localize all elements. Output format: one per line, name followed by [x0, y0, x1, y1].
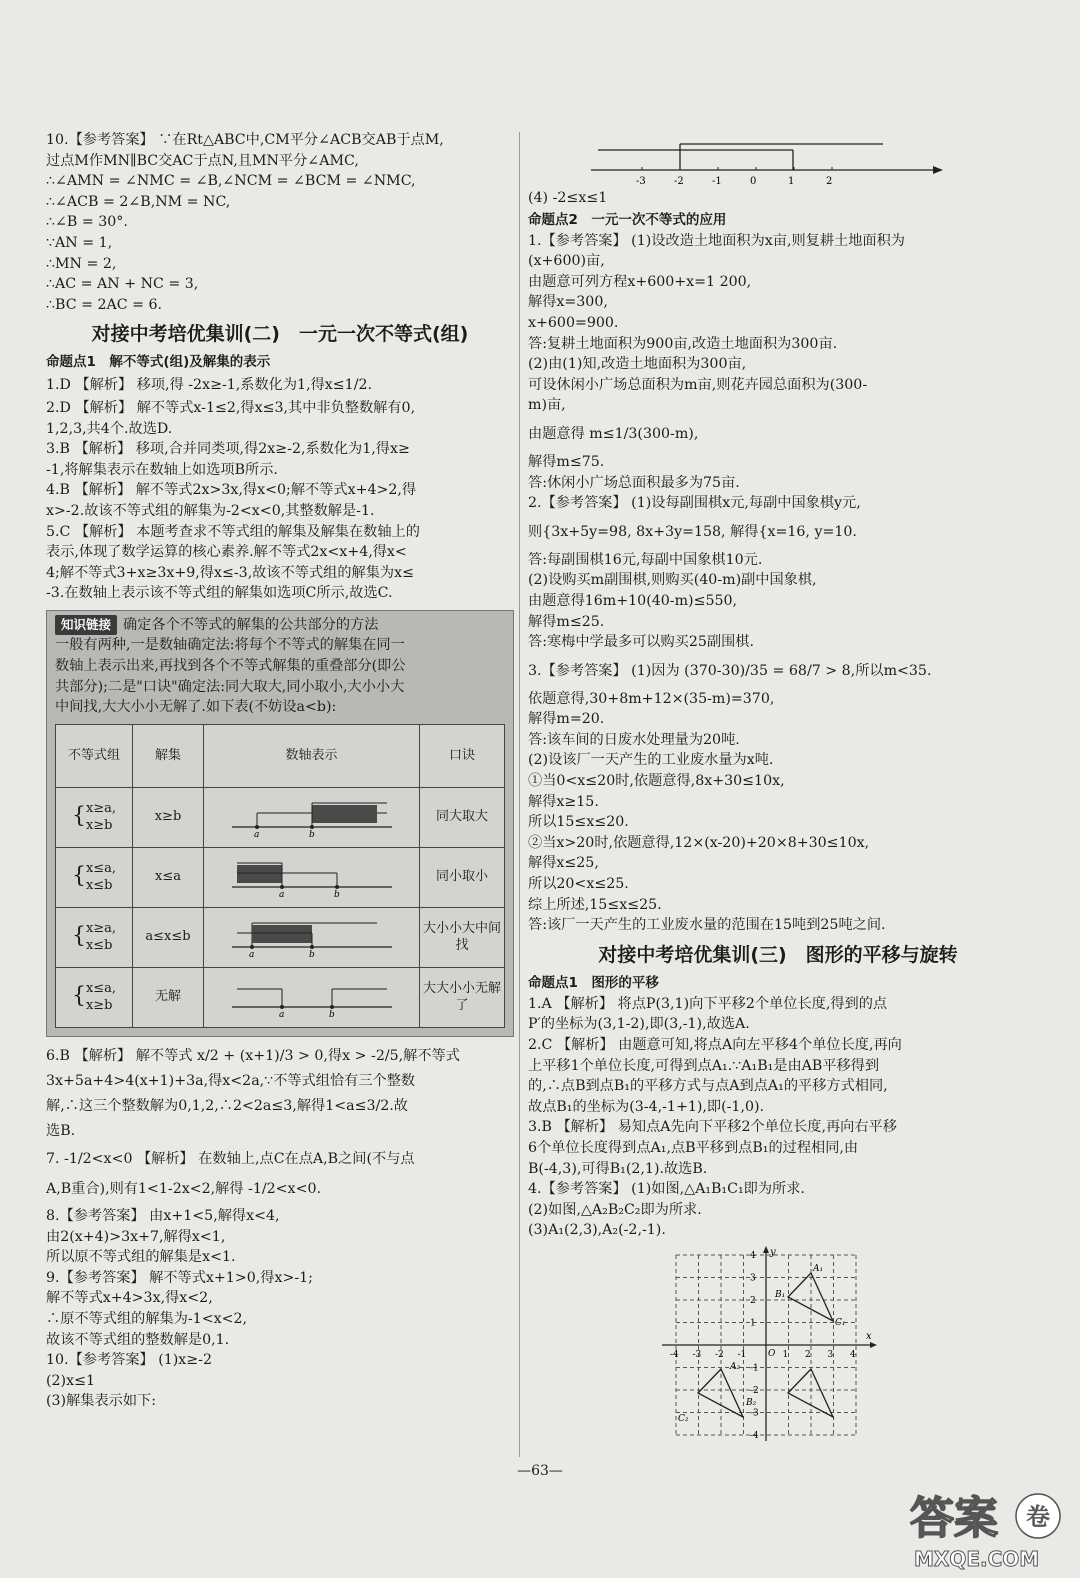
system-cell: {x≥a, x≥b [56, 787, 133, 847]
y-axis-label: y [770, 1246, 776, 1258]
solution-cell: a≤x≤b [133, 907, 204, 967]
mini-numberline [227, 791, 397, 837]
text-line: 1.A 【解析】 将点P(3,1)向下平移2个单位长度,得到的点 [528, 995, 888, 1012]
text-line: 由题意得16m+10(40-m)≤550, [528, 592, 738, 609]
text-line: 2.C 【解析】 由题意可知,将点A向左平移4个单位长度,再向 [528, 1037, 902, 1053]
text-line: 答:每副围棋16元,每副中国象棋10元. [528, 551, 763, 568]
right-column [528, 130, 1028, 1445]
table-row [56, 787, 505, 847]
text-line: 解得x≤25, [528, 855, 599, 872]
text-line: 中间找,大大小小无解了.如下表(不妨设a<b): [55, 699, 337, 716]
text-line: (2)如图,△A₂B₂C₂即为所求. [528, 1201, 702, 1218]
text-line: 依题意得,30+8m+12×(35-m)=370, [528, 690, 775, 707]
tick-label: 2 [826, 176, 833, 187]
right-c-text [528, 994, 1028, 1241]
section-title: 对接中考培优集训(三) 图形的平移与旋转 [598, 943, 958, 966]
numberline-cell [204, 787, 420, 847]
text-line: 可设休闲小广场总面积为m亩,则花卉园总面积为(300- [528, 376, 868, 393]
solution-cell: x≥b [133, 787, 204, 847]
system-line: x≤b [85, 938, 113, 954]
tick-label: -3 [636, 176, 646, 187]
y-tick-label: -3 [750, 1408, 759, 1419]
system-line: x≤a, [85, 861, 117, 877]
x-tick-label: 4 [850, 1349, 856, 1360]
text-line: ∵AN = 1, [46, 234, 113, 251]
knowledge-link-box [46, 610, 514, 1037]
text-line: (3)A₁(2,3),A₂(-2,-1). [528, 1222, 666, 1239]
rule-cell [420, 967, 505, 1027]
text-line: 答:该厂一天产生的工业废水量的范围在15吨到25吨之间. [528, 917, 886, 934]
text-line: -1,将解集表示在数轴上如选项B所示. [46, 461, 278, 478]
y-tick-label: -1 [750, 1363, 759, 1374]
right-b-text [528, 231, 1028, 936]
axis-label-b: b [333, 889, 340, 897]
origin-label: O [768, 1348, 776, 1359]
text-line: 9.【参考答案】 解不等式x+1>0,得x>-1; [46, 1269, 313, 1286]
system-cell: {x≤a, x≥b [56, 967, 133, 1027]
numberline-cell [204, 847, 420, 907]
text-line: 4.B 【解析】 解不等式2x>3x,得x<0;解不等式x+4>2,得 [46, 482, 417, 499]
text-line: 所以15≤x≤20. [528, 814, 629, 831]
text-line: 由2(x+4)>3x+7,解得x<1, [46, 1228, 226, 1245]
text-line: ∴AC = AN + NC = 3, [46, 276, 199, 293]
column-divider [519, 132, 520, 1457]
text-line: 6个单位长度得到点A₁,点B平移到点B₁的过程相同,由 [528, 1139, 859, 1156]
x-tick-label: -4 [670, 1349, 679, 1360]
mini-numberline [227, 971, 397, 1017]
table-header: 解集 [133, 724, 204, 787]
knowledge-table [55, 724, 505, 1028]
text-line: (2)设该厂一天产生的工业废水量为x吨. [528, 752, 774, 769]
y-tick-label: 3 [750, 1273, 756, 1284]
text-line: 故点B₁的坐标为(3-4,-1+1),即(-1,0). [528, 1098, 765, 1115]
x-tick-label: -1 [737, 1349, 747, 1360]
y-tick-label: -2 [750, 1385, 759, 1396]
text-line: ①当0<x≤20时,依题意得,8x+30≤10x, [528, 773, 785, 790]
x-tick-label: 3 [827, 1349, 834, 1360]
text-line: 解,∴这三个整数解为0,1,2,∴2<2a≤3,解得1<a≤3/2.故 [46, 1098, 408, 1115]
text-line: 解得m≤75. [528, 453, 605, 470]
text-line: 4.【参考答案】 (1)如图,△A₁B₁C₁即为所求. [528, 1181, 805, 1198]
text-line: 1.D 【解析】 移项,得 -2x≥-1,系数化为1,得x≤1/2. [46, 377, 373, 394]
text-line: ∴∠B = 30°. [46, 214, 128, 231]
text-line: (3)解集表示如下: [46, 1393, 157, 1410]
text-line: 解得m≤25. [528, 613, 605, 630]
text-line: 解得m=20. [528, 711, 605, 728]
text-line: -3.在数轴上表示该不等式组的解集如选项C所示,故选C. [46, 585, 393, 602]
solution-cell: 无解 [133, 967, 204, 1027]
y-tick-label: 2 [750, 1295, 756, 1306]
axis-label-a: a [248, 949, 254, 957]
text-line: (2)x≤1 [46, 1372, 96, 1389]
text-line: 所以20<x≤25. [528, 876, 629, 893]
label-b1: B₁ [775, 1289, 786, 1300]
left-bottom-text [46, 1041, 514, 1412]
axis-label-b: b [328, 1009, 335, 1017]
text-line: ∴原不等式组的解集为-1<x<2, [46, 1311, 248, 1327]
left-column [46, 130, 514, 1412]
solution-numberline [583, 130, 943, 188]
text-line: 由题意可列方程x+600+x=1 200, [528, 273, 752, 290]
text-line: ∴∠AMN = ∠NMC = ∠B,∠NCM = ∠BCM = ∠NMC, [46, 173, 416, 190]
text-line: 故该不等式组的整数解是0,1. [46, 1331, 230, 1348]
text-line: 由题意得 m≤1/3(300-m), [528, 425, 699, 442]
text-line: 上平移1个单位长度,可得到点A₁.∵A₁B₁是由AB平移得到 [528, 1057, 880, 1074]
left-top-text [46, 130, 514, 315]
tick-label: -2 [674, 176, 684, 187]
mini-numberline [227, 851, 397, 897]
table-row [56, 967, 505, 1027]
text-line: 6.B 【解析】 解不等式 x/2 + (x+1)/3 > 0,得x > -2/5,解不等式 [46, 1047, 460, 1064]
label-a2: A₂ [730, 1361, 741, 1372]
text-line: 5.C 【解析】 本题考查求不等式组的解集及解集在数轴上的 [46, 523, 420, 540]
table-row [56, 847, 505, 907]
text-line: 3.B 【解析】 易知点A先向下平移2个单位长度,再向右平移 [528, 1119, 897, 1136]
rule-cell: 同大取大 [420, 787, 505, 847]
solution-cell: x≤a [133, 847, 204, 907]
knowledge-tag: 知识链接 [55, 615, 117, 636]
text-line: x>-2.故该不等式组的解集为-2<x<0,其整数解是-1. [46, 502, 375, 519]
system-line: x≤a, [85, 981, 117, 997]
rule-cell [420, 907, 505, 967]
text-line: 答:该车间的日废水处理量为20吨. [528, 731, 740, 748]
rule-text: 大大小小无解了 [422, 981, 501, 1014]
coordinate-grid [658, 1245, 878, 1445]
label-b2: B₂ [746, 1397, 757, 1408]
text-line: 所以原不等式组的解集是x<1. [46, 1249, 236, 1266]
tick-label: 1 [788, 176, 795, 187]
system-line: x≥a, [85, 801, 117, 817]
rule-cell: 同小取小 [420, 847, 505, 907]
subsection-title: 命题点2 一元一次不等式的应用 [528, 211, 727, 228]
text-line: 数轴上表示出来,再找到各个不等式解集的重叠部分(即公 [55, 658, 406, 675]
text-line: x+600=900. [528, 314, 619, 331]
x-tick-label: 1 [782, 1349, 789, 1360]
text-line: 综上所述,15≤x≤25. [528, 896, 662, 913]
page-number: —63— [517, 1463, 563, 1479]
table-header: 口诀 [420, 724, 505, 787]
text-line: 共部分);二是"口诀"确定法:同大取大,同小取小,大小小大 [55, 678, 405, 695]
text-line: 确定各个不等式的解集的公共部分的方法 [123, 616, 379, 633]
text-line: 一般有两种,一是数轴确定法:将每个不等式的解集在同一 [55, 637, 405, 654]
text-line: 8.【参考答案】 由x+1<5,解得x<4, [46, 1208, 280, 1225]
text-line: 表示,体现了数学运算的核心素养.解不等式2x<x+4,得x< [46, 544, 407, 561]
text-line: (2)设购买m副围棋,则购买(40-m)副中国象棋, [528, 572, 817, 589]
tick-label: 0 [750, 176, 757, 187]
text-line: 解得x=300, [528, 294, 608, 311]
table-header: 数轴表示 [204, 724, 420, 787]
label-a1: A₁ [813, 1263, 824, 1274]
table-header: 不等式组 [56, 724, 133, 787]
text-line: ∴MN = 2, [46, 255, 117, 272]
x-tick-label: -3 [692, 1349, 702, 1360]
text-line: 答:休闲小广场总面积最多为75亩. [528, 474, 740, 491]
text-line: 解不等式x+4>3x,得x<2, [46, 1290, 213, 1307]
system-line: x≤b [85, 878, 113, 894]
system-line: x≥b [85, 818, 113, 834]
label-c2: C₂ [678, 1413, 689, 1424]
text-line: ②当x>20时,依题意得,12×(x-20)+20×8+30≤10x, [528, 834, 870, 851]
text-line: ∴∠ACB = 2∠B,NM = NC, [46, 193, 231, 210]
subsection-title: 命题点1 解不等式(组)及解集的表示 [46, 354, 271, 371]
text-line: (2)由(1)知,改造土地面积为300亩, [528, 356, 747, 373]
axis-label-a: a [278, 1009, 284, 1017]
table-row [56, 907, 505, 967]
text-line: A,B重合),则有1<1-2x<2,解得 -1/2<x<0. [46, 1181, 321, 1198]
x-tick-label: -2 [715, 1349, 724, 1360]
text-line: 10.【参考答案】 (1)x≥-2 [46, 1352, 213, 1369]
watermark-url: MXQE.COM [914, 1547, 1040, 1571]
watermark-text: 答案 [910, 1493, 998, 1544]
y-tick-label: 1 [750, 1318, 756, 1329]
text-line: (x+600)亩, [528, 253, 605, 270]
section-title: 对接中考培优集训(二) 一元一次不等式(组) [91, 323, 469, 346]
text-line: 答:寒梅中学最多可以购买25副围棋. [528, 634, 754, 651]
rule-text: 大小小大中间找 [422, 921, 501, 954]
svg-text:卷: 卷 [1026, 1503, 1050, 1531]
axis-label-a: a [278, 889, 284, 897]
text-line: 1.【参考答案】 (1)设改造土地面积为x亩,则复耕土地面积为 [528, 232, 905, 249]
text-line: m)亩, [528, 397, 566, 414]
axis-label-a: a [253, 829, 259, 837]
system-line: x≥a, [85, 921, 117, 937]
y-tick-label: -4 [750, 1430, 759, 1441]
text-line: 解得x≥15. [528, 793, 599, 810]
text-line: 的,∴点B到点B₁的平移方式与点A到点A₁的平移方式相同, [528, 1078, 888, 1095]
text-line: 3x+5a+4>4(x+1)+3a,得x<2a,∵不等式组恰有三个整数 [46, 1072, 416, 1089]
axis-label-b: b [308, 829, 315, 837]
mini-numberline [227, 911, 397, 957]
text-line: 1,2,3,共4个.故选D. [46, 420, 173, 437]
numberline-cell [204, 967, 420, 1027]
text-line: 选B. [46, 1123, 76, 1140]
text-line: 2.【参考答案】 (1)设每副围棋x元,每副中国象棋y元, [528, 495, 861, 512]
text-line: 3.B 【解析】 移项,合并同类项,得2x≥-2,系数化为1,得x≥ [46, 441, 410, 458]
system-cell: {x≥a, x≤b [56, 907, 133, 967]
text-line: 3.【参考答案】 (1)因为 (370-30)/35 = 68/7 > 8,所以m<35. [528, 662, 932, 679]
text-line: 2.D 【解析】 解不等式x-1≤2,得x≤3,其中非负整数解有0, [46, 399, 416, 416]
system-line: x≥b [85, 998, 113, 1014]
label-c1: C₁ [835, 1317, 846, 1328]
text-line: 过点M作MN∥BC交AC于点N,且MN平分∠AMC, [46, 152, 359, 169]
subsection-title: 命题点1 图形的平移 [528, 974, 659, 991]
text-line: 7. -1/2<x<0 【解析】 在数轴上,点C在点A,B之间(不与点 [46, 1151, 415, 1168]
text-line: (4) -2≤x≤1 [528, 190, 608, 206]
system-cell: {x≤a, x≤b [56, 847, 133, 907]
left-mid-text [46, 375, 514, 604]
x-axis-label: x [866, 1330, 872, 1342]
text-line: 则{3x+5y=98, 8x+3y=158, 解得{x=16, y=10. [528, 523, 857, 540]
text-line: ∴BC = 2AC = 6. [46, 296, 163, 313]
text-line: P′的坐标为(3,1-2),即(3,-1),故选A. [528, 1016, 750, 1033]
x-tick-label: 2 [805, 1349, 811, 1360]
text-line: 答:复耕土地面积为900亩,改造土地面积为300亩. [528, 335, 838, 352]
watermark-logo [900, 1478, 1070, 1574]
numberline-cell [204, 907, 420, 967]
text-line: 10.【参考答案】 ∵在Rt△ABC中,CM平分∠ACB交AB于点M, [46, 132, 444, 148]
text-line: B(-4,3),可得B₁(2,1).故选B. [528, 1160, 708, 1177]
y-tick-label: 4 [750, 1250, 756, 1261]
text-line: 4;解不等式3+x≥3x+9,得x≤-3,故该不等式组的解集为x≤ [46, 564, 414, 581]
axis-label-b: b [308, 949, 315, 957]
tick-label: -1 [712, 176, 722, 187]
